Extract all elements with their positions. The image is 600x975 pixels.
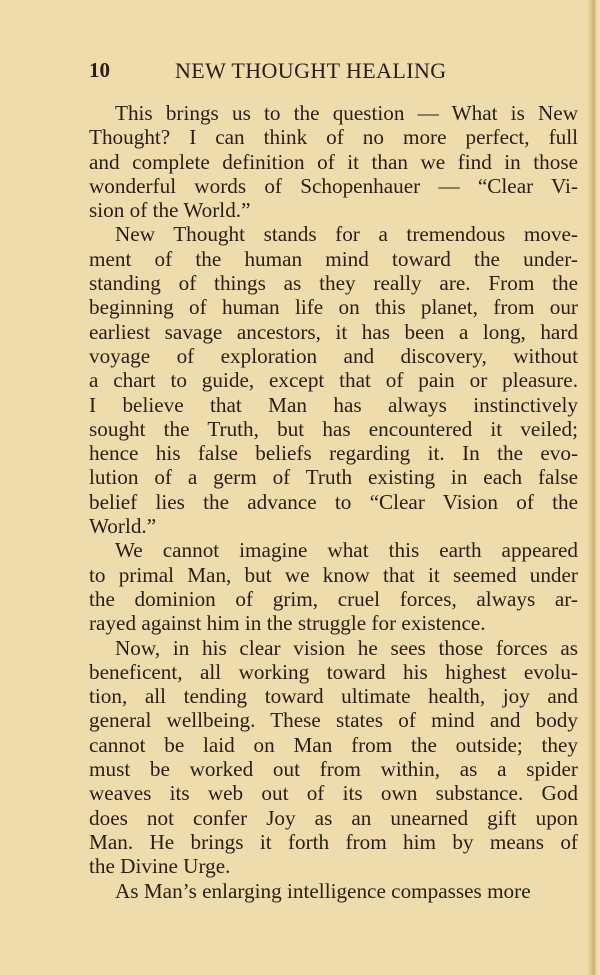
text-line: general wellbeing. These states of mind and body (89, 708, 578, 733)
text-line: hence his false beliefs regarding it. In the evo- (89, 441, 578, 466)
text-line: We cannot imagine what this earth appeared (115, 538, 578, 563)
text-line: sought the Truth, but has encountered it veiled; (89, 416, 578, 441)
text-line: weaves its web out of its own substance. God (89, 781, 578, 806)
text-line: As Man’s enlarging intelligence compasses more (115, 878, 531, 903)
text-line: World.” (89, 514, 157, 539)
text-line: rayed against him in the struggle for existence. (89, 611, 486, 636)
page-body (89, 101, 578, 903)
text-line: to primal Man, but we know that it seemed under (89, 562, 578, 587)
text-line: New Thought stands for a tremendous move- (115, 222, 578, 247)
text-line: sion of the World.” (89, 198, 251, 223)
text-line: does not confer Joy as an unearned gift upon (89, 805, 578, 830)
text-line: This brings us to the question — What is New (115, 101, 578, 125)
text-line: Thought? I can think of no more perfect, full (89, 125, 578, 150)
text-line: the dominion of grim, cruel forces, always ar- (89, 586, 578, 611)
text-line: earliest savage ancestors, it has been a long, hard (89, 319, 578, 344)
text-line: wonderful words of Schopenhauer — “Clear Vi- (89, 173, 578, 198)
text-line: Now, in his clear vision he sees those forces as (115, 635, 578, 660)
text-line: Man. He brings it forth from him by means of (89, 829, 578, 854)
page-edge (588, 0, 600, 975)
running-title: NEW THOUGHT HEALING (175, 58, 447, 83)
text-line: and complete definition of it than we find in those (89, 149, 578, 174)
text-line: tion, all tending toward ultimate health, joy and (89, 684, 578, 709)
text-line: voyage of exploration and discovery, without (89, 343, 578, 368)
text-line: must be worked out from within, as a spider (89, 757, 578, 782)
page-number: 10 (89, 58, 110, 82)
text-line: belief lies the advance to “Clear Vision of the (89, 489, 578, 514)
text-line: lution of a germ of Truth existing in each false (89, 465, 578, 490)
text-line: a chart to guide, except that of pain or pleasure. (89, 368, 578, 393)
text-line: ment of the human mind toward the under- (89, 246, 578, 271)
text-line: beginning of human life on this planet, from our (89, 295, 578, 320)
text-line: standing of things as they really are. From the (89, 271, 578, 296)
text-line: the Divine Urge. (89, 854, 231, 879)
page-header (89, 58, 578, 88)
text-line: beneficent, all working toward his highest evolu- (89, 659, 578, 684)
text-line: I believe that Man has always instinctively (89, 392, 578, 417)
text-line: cannot be laid on Man from the outside; they (89, 732, 578, 757)
